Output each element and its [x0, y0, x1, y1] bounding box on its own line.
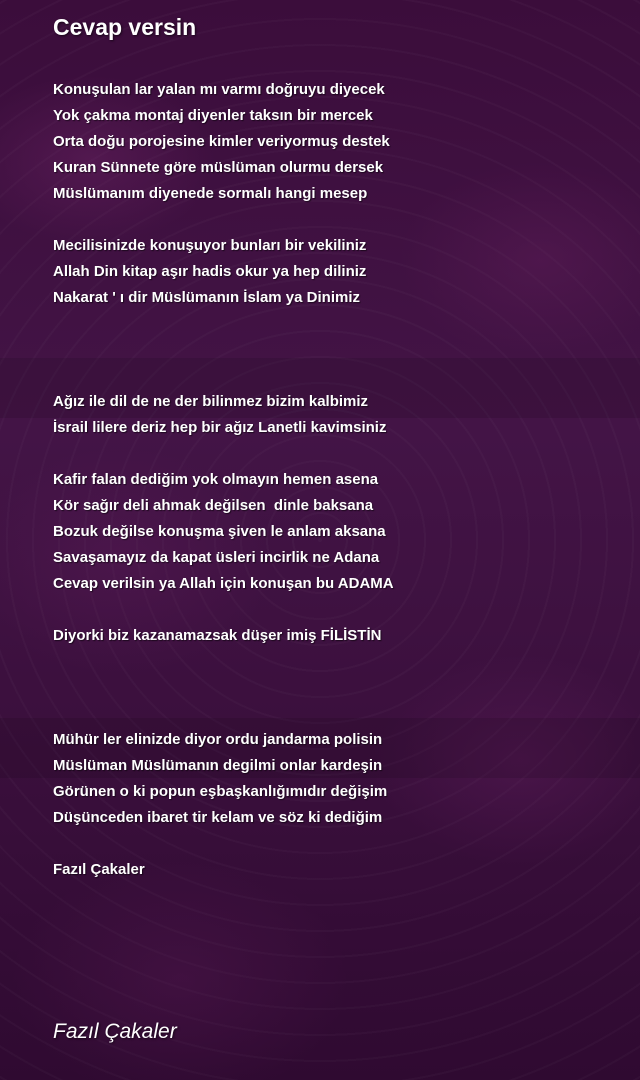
poem-line: Kafir falan dediğim yok olmayın hemen asena [53, 471, 379, 488]
stanza-3 [53, 389, 623, 441]
poem-line: Orta doğu porojesine kimler veriyormuş destek [53, 133, 390, 150]
stanza-break [53, 649, 623, 727]
poem-line: Diyorki biz kazanamazsak düşer imiş FİLİSTİN [53, 627, 382, 644]
stanza-1 [53, 77, 623, 207]
poem-line: Yok çakma montaj diyenler taksın bir mercek [53, 107, 373, 124]
poem-line: Kör sağır deli ahmak değilsen dinle baksana [53, 497, 374, 514]
author-signature: Fazıl Çakaler [53, 1020, 177, 1043]
poem-line: Ağız ile dil de ne der bilinmez bizim kalbimiz [53, 393, 369, 410]
stanza-break [53, 207, 623, 233]
poem-line: Nakarat ' ı dir Müslümanın İslam ya Dinimiz [53, 289, 360, 306]
stanza-break [53, 831, 623, 857]
poem-line: Cevap verilsin ya Allah için konuşan bu ADAMA [53, 575, 394, 592]
poem-line: Mühür ler elinizde diyor ordu jandarma polisin [53, 731, 383, 748]
poem-line: Kuran Sünnete göre müslüman olurmu dersek [53, 159, 384, 176]
poem-line: Konuşulan lar yalan mı varmı doğruyu diyecek [53, 81, 385, 98]
poem-line: Bozuk değilse konuşma şiven le anlam aksana [53, 523, 386, 540]
poem-title: Cevap versin [53, 14, 197, 40]
stanza-break [53, 597, 623, 623]
stanza-break [53, 311, 623, 389]
stanza-6 [53, 727, 623, 831]
poem-author-line: Fazıl Çakaler [53, 861, 145, 878]
poem-line: Savaşamayız da kapat üsleri incirlik ne Adana [53, 549, 380, 566]
stanza-4 [53, 467, 623, 597]
poem-body [53, 77, 623, 883]
poem-line: Düşünceden ibaret tir kelam ve söz ki dediğim [53, 809, 383, 826]
poem-line: Müslüman Müslümanın degilmi onlar kardeşin [53, 757, 383, 774]
poem-line: Müslümanım diyenede sormalı hangi mesep [53, 185, 368, 202]
poem-line: Mecilisinizde konuşuyor bunları bir vekiliniz [53, 237, 367, 254]
stanza-7 [53, 857, 623, 883]
poem-line: İsrail lilere deriz hep bir ağız Lanetli kavimsiniz [53, 419, 387, 436]
stanza-break [53, 441, 623, 467]
stanza-2 [53, 233, 623, 311]
poem-line: Allah Din kitap aşır hadis okur ya hep diliniz [53, 263, 367, 280]
poem-line: Görünen o ki popun eşbaşkanlığımıdır değişim [53, 783, 388, 800]
stanza-5 [53, 623, 623, 649]
